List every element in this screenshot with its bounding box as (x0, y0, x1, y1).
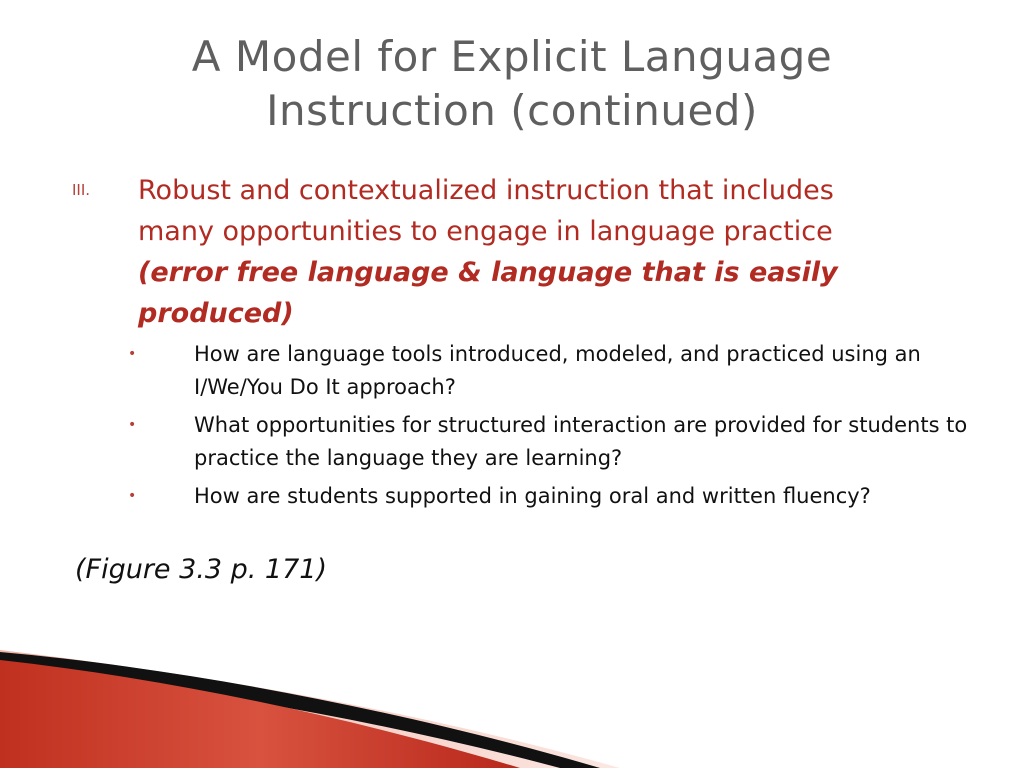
roman-numeral-marker: III. (72, 181, 91, 199)
sub-bullet-text: What opportunities for structured interaction are provided for students to practice the language they are learning? (194, 413, 968, 470)
sub-bullet-item (128, 409, 978, 475)
main-item-plain-text: Robust and contextualized instruction that includes many opportunities to engage in language practice (138, 175, 834, 247)
title-line-1: A Model for Explicit Language (191, 32, 833, 81)
sub-bullet-text: How are language tools introduced, modeled, and practiced using an I/We/You Do It approach? (194, 342, 921, 399)
bullet-dot-icon: • (128, 488, 137, 504)
figure-reference: (Figure 3.3 p. 171) (75, 554, 328, 585)
sub-bullet-item (128, 480, 978, 513)
main-item-emphasis-text: (error free language & language that is easily produced) (138, 257, 838, 329)
swoosh-pink-band (0, 650, 620, 768)
swoosh-black-band (0, 652, 600, 768)
title-line-2: Instruction (continued) (266, 86, 758, 135)
sub-bullet-item (128, 338, 978, 404)
sub-bullet-text: How are students supported in gaining oral and written fluency? (194, 484, 871, 508)
sub-bullet-list (128, 338, 978, 518)
bullet-dot-icon: • (128, 346, 137, 362)
swoosh-red-band (0, 660, 520, 768)
main-item-text (138, 170, 848, 334)
bullet-dot-icon: • (128, 417, 137, 433)
page-title (0, 30, 1024, 138)
